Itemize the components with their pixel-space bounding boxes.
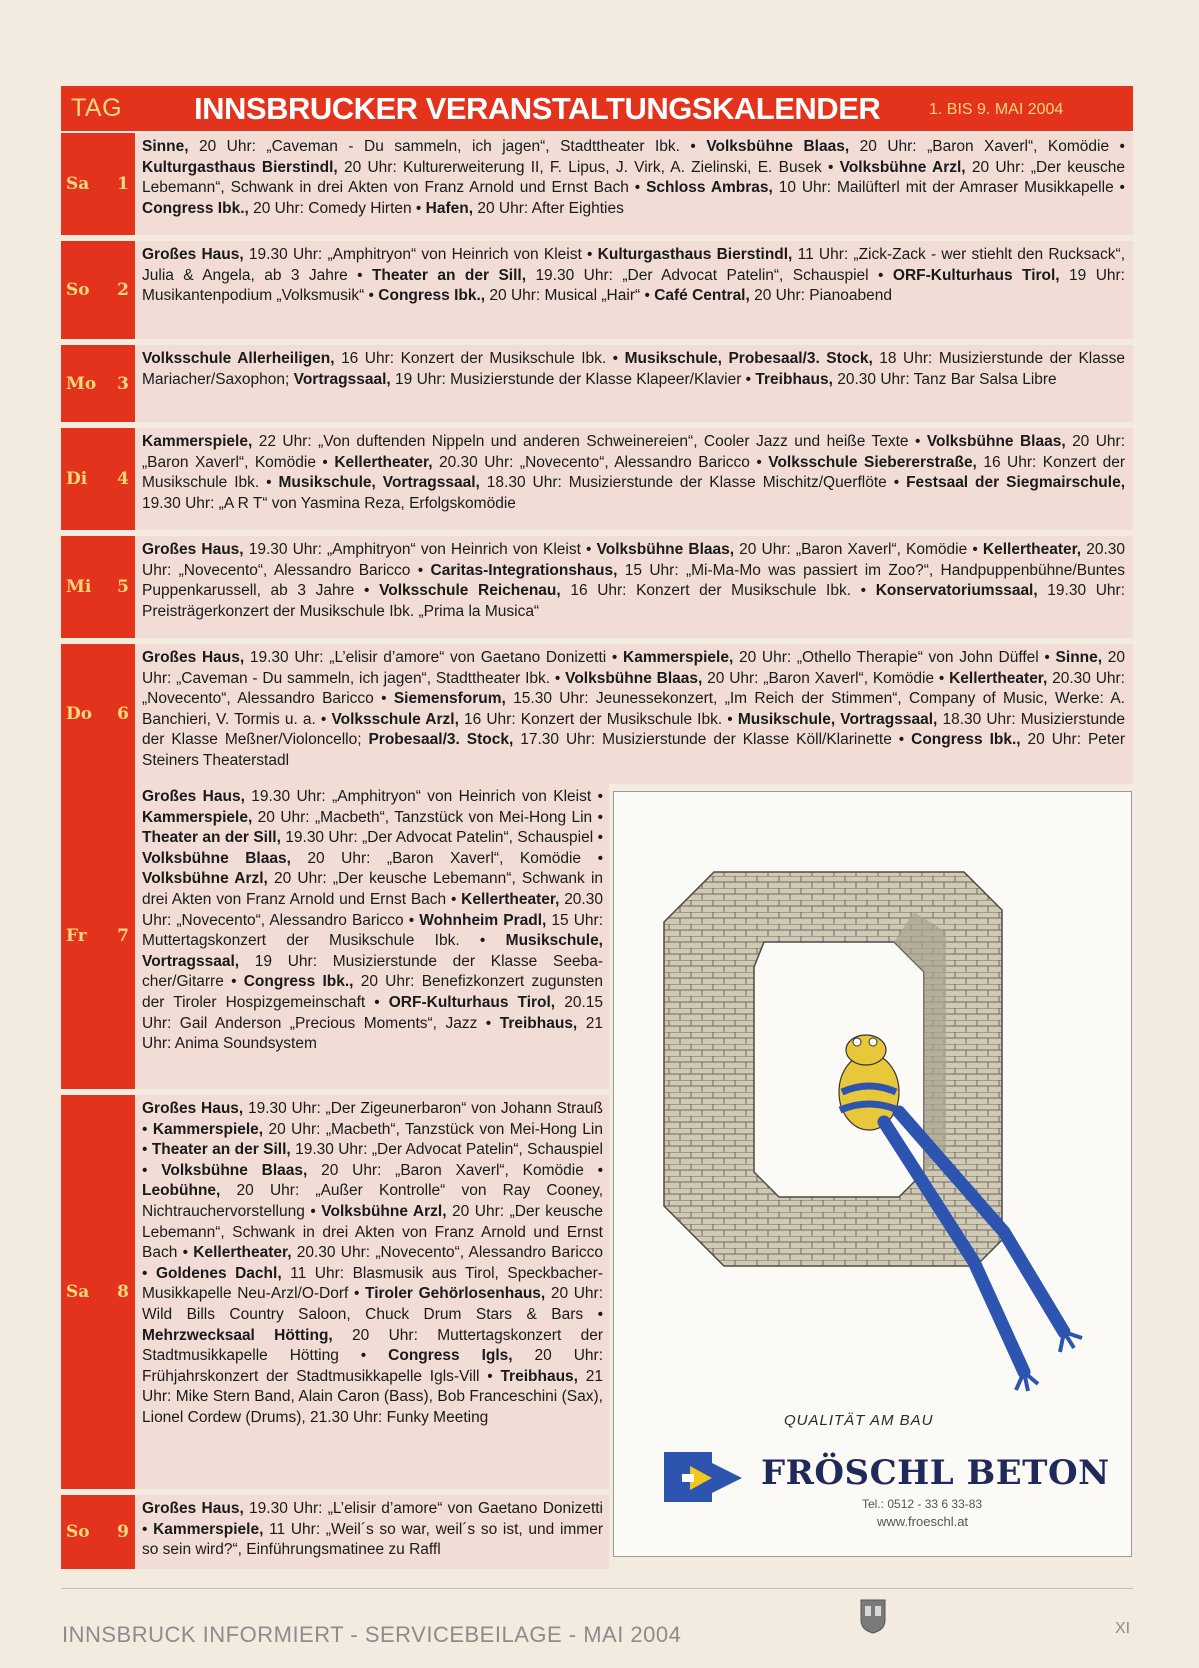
event-detail: 20 Uhr: „Macbeth“, Tanzstück von Mei-Hong Lin • bbox=[142, 1120, 603, 1159]
event-detail: 19 Uhr: Musizierstunde der Klasse Seebacher/Gitarre • bbox=[142, 952, 603, 991]
venue-name: Sinne, bbox=[1055, 649, 1103, 666]
venue-name: Großes Haus, bbox=[142, 788, 245, 805]
weekday: Fr bbox=[66, 926, 87, 946]
event-detail: 18.30 Uhr: Musizierstunde der Klasse Mischitz/Querflöte • bbox=[479, 474, 907, 492]
venue-name: Congress Igls, bbox=[388, 1347, 513, 1365]
brick-q-frog-illustration bbox=[614, 792, 1133, 1412]
event-detail: 20.30 Uhr: „Novecento“, Alessandro Baricco • bbox=[142, 890, 603, 929]
ad-slogan: QUALITÄT AM BAU bbox=[784, 1412, 934, 1429]
event-detail: 20 Uhr: After Eighties bbox=[473, 199, 624, 217]
venue-name: Volksbühne Blaas, bbox=[926, 433, 1066, 450]
venue-name: Kulturgasthaus Bierstindl, bbox=[597, 246, 793, 263]
event-detail: 20.30 Uhr: Tanz Bar Salsa Libre bbox=[832, 370, 1057, 388]
event-detail: 20 Uhr: „Der keusche Lebemann“, Schwank in drei Akten von Franz Arnold und Ernst Bach • bbox=[142, 1202, 603, 1262]
day-events bbox=[135, 1095, 609, 1489]
event-detail: 21 Uhr: Mike Stern Band, Alain Caron (Bass), Bob Franceschini (Sax), Lionel Cordew (Drums), 21.30 Uhr: Funky Meeting bbox=[142, 1367, 603, 1426]
venue-name: Großes Haus, bbox=[142, 1500, 244, 1517]
venue-name: Volksbühne Arzl, bbox=[321, 1202, 447, 1220]
venue-name: Goldenes Dachl, bbox=[155, 1264, 282, 1282]
venue-name: Café Central, bbox=[654, 287, 750, 305]
event-detail: 15.30 Uhr: Jeunessekonzert, „Im Reich der Stimmen“, Company of Music, Werke: A. Banchieri, V. Tormis u. a. • bbox=[142, 690, 1125, 728]
event-detail: 20 Uhr: „Macbeth“, Tanzstück von Mei-Hong Lin • bbox=[252, 808, 603, 826]
event-detail: 16 Uhr: Konzert der Musikschule Ibk. • bbox=[142, 453, 1125, 492]
event-detail: 10 Uhr: Mailüfterl mit der Amraser Musikkapelle • bbox=[772, 179, 1125, 197]
event-detail: 20 Uhr: „Baron Xaverl“, Komödie • bbox=[307, 1161, 604, 1179]
venue-name: Kellertheater, bbox=[982, 541, 1082, 558]
weekday: Do bbox=[66, 704, 93, 724]
event-detail: 20 Uhr: „Der keusche Lebemann“, Schwank in drei Akten von Franz Arnold und Ernst Bach • bbox=[142, 158, 1126, 197]
venue-name: Volksschule Arzl, bbox=[331, 710, 459, 728]
ad-website: www.froeschl.at bbox=[877, 1514, 969, 1529]
city-emblem-icon bbox=[860, 1598, 886, 1634]
event-detail: 16 Uhr: Konzert der Musikschule Ibk. • bbox=[560, 582, 876, 600]
event-detail: 20.30 Uhr: „Novecento“, Alessandro Baricco • bbox=[142, 541, 1126, 579]
venue-name: Kellertheater, bbox=[193, 1244, 292, 1262]
venue-name: Musikschule, Vortragssaal, bbox=[142, 932, 603, 970]
venue-name: Großes Haus, bbox=[142, 246, 244, 263]
froeschl-logo-icon bbox=[664, 1450, 744, 1506]
weekday: Di bbox=[66, 469, 88, 489]
day-row bbox=[61, 428, 1133, 530]
venue-name: Theater an der Sill, bbox=[371, 266, 527, 284]
event-detail: 19.30 Uhr: „L’elisir d’amore“ von Gaetano Donizetti • bbox=[244, 649, 623, 666]
venue-name: Festsaal der Siegmairschule, bbox=[906, 474, 1125, 492]
q-hole bbox=[754, 942, 924, 1197]
venue-name: Großes Haus, bbox=[142, 649, 245, 666]
venue-name: Tiroler Gehörlosenhaus, bbox=[365, 1285, 546, 1303]
event-detail: 15 Uhr: „Mi-Ma-Mo was passiert im Zoo?“, Handpuppenbühne/Buntes Puppenkarussell, ab 3 Jahre • bbox=[142, 561, 1125, 600]
weekday: So bbox=[66, 1522, 90, 1542]
venue-name: Leobühne, bbox=[142, 1182, 221, 1200]
venue-name: Großes Haus, bbox=[142, 1100, 244, 1117]
page-number: XI bbox=[1115, 1620, 1131, 1637]
header-dates: 1. BIS 9. MAI 2004 bbox=[929, 101, 1064, 118]
venue-name: Treibhaus, bbox=[499, 1014, 578, 1032]
event-detail: 20 Uhr: Peter Steiners Theaterstadl bbox=[142, 731, 1126, 769]
day-events bbox=[135, 644, 1133, 784]
ad-brand: FRÖSCHL BETON bbox=[761, 1453, 1110, 1493]
event-detail: 20 Uhr: „Der keusche Lebemann“, Schwank in drei Akten von Franz Arnold und Ernst Bach • bbox=[142, 870, 604, 908]
weekday: So bbox=[66, 280, 90, 300]
event-detail: 20 Uhr: Pianoabend bbox=[749, 287, 892, 305]
day-number: 3 bbox=[117, 373, 129, 394]
event-detail: 20.30 Uhr: „Novecento“, Alessandro Baricco • bbox=[432, 453, 769, 471]
venue-name: Hafen, bbox=[425, 199, 474, 217]
event-detail: 20 Uhr: Frühjahrskonzert der Stadtmusikkapelle Igls-Vill • bbox=[142, 1347, 603, 1385]
event-detail: 11 Uhr: „Weil´s so war, weil´s so ist, und immer so sein wird?“, Einführungsmatinee zu Raffl bbox=[142, 1520, 603, 1559]
event-detail: 18.30 Uhr: Musizierstunde der Klasse Meßner/Violoncello; bbox=[142, 710, 1125, 749]
calendar-header bbox=[61, 86, 1133, 131]
venue-name: Volksbühne Blaas, bbox=[142, 849, 291, 867]
calendar-full-width-rows bbox=[61, 133, 1133, 790]
day-events bbox=[135, 783, 609, 1089]
event-detail: 20 Uhr: „Baron Xaverl“, Komödie • bbox=[734, 541, 983, 558]
venue-name: Musikschule, Probesaal/3. Stock, bbox=[624, 350, 873, 367]
header-title: INNSBRUCKER VERANSTALTUNGSKALENDER bbox=[194, 91, 881, 126]
event-detail: 20 Uhr: „Othello Therapie“ von John Düffel • bbox=[733, 649, 1056, 666]
day-number: 6 bbox=[117, 704, 129, 724]
event-detail: 19.30 Uhr: Preisträgerkonzert der Musikschule Ibk. „Prima la Musica“ bbox=[142, 582, 1126, 620]
venue-name: Congress Ibk., bbox=[911, 731, 1021, 749]
event-detail: 19.30 Uhr: „Amphitryon“ von Heinrich von Kleist • bbox=[243, 246, 598, 263]
day-label bbox=[61, 644, 135, 784]
event-detail: 19 Uhr: Musizierstunde der Klasse Klapeer/Klavier • bbox=[390, 370, 756, 388]
weekday: Mo bbox=[66, 373, 97, 394]
venue-name: Kammerspiele, bbox=[142, 808, 253, 826]
event-detail: 18 Uhr: Musizierstunde der Klasse Mariacher/Saxophon; bbox=[142, 350, 1125, 388]
day-number: 7 bbox=[117, 926, 129, 946]
event-detail: 19.30 Uhr: „Amphitryon“ von Heinrich von Kleist • bbox=[243, 541, 597, 558]
venue-name: Congress Ibk., bbox=[243, 973, 354, 991]
event-detail: 20 Uhr: Kulturerweiterung II, F. Lipus, J. Virk, A. Zielinski, E. Busek • bbox=[337, 158, 840, 176]
day-label bbox=[61, 241, 135, 339]
day-label bbox=[61, 536, 135, 638]
venue-name: Volksbühne Blaas, bbox=[161, 1161, 308, 1179]
day-events bbox=[135, 1495, 609, 1569]
venue-name: Musikschule, Vortragssaal, bbox=[278, 474, 480, 492]
venue-name: Kammerspiele, bbox=[153, 1520, 264, 1538]
venue-name: Sinne, bbox=[142, 138, 189, 155]
event-detail: 20 Uhr: „Baron Xaverl“, Komödie • bbox=[702, 669, 950, 687]
event-detail: 11 Uhr: „Zick-Zack - wer stiehlt den Rucksack“, Julia & Angela, ab 3 Jahre • bbox=[142, 246, 1125, 284]
event-detail: 20 Uhr: „Außer Kontrolle“ von Ray Cooney, Nichtrauchervorstellung • bbox=[142, 1182, 603, 1220]
event-detail: 20 Uhr: Benefizkonzert zugunsten der Tiroler Hospizgemeinschaft • bbox=[142, 973, 603, 1011]
day-label bbox=[61, 345, 135, 422]
day-events bbox=[135, 133, 1133, 235]
venue-name: Probesaal/3. Stock, bbox=[368, 731, 514, 749]
venue-name: ORF-Kulturhaus Tirol, bbox=[388, 993, 556, 1011]
day-label bbox=[61, 783, 135, 1089]
venue-name: Volksbühne Blaas, bbox=[596, 541, 735, 558]
event-detail: 20 Uhr: „Caveman - Du sammeln, ich jagen“, Stadttheater Ibk. • bbox=[188, 138, 707, 155]
venue-name: Congress Ibk., bbox=[378, 287, 486, 305]
event-detail: 19.30 Uhr: „L’elisir d’amore“ von Gaetano Donizetti • bbox=[142, 1500, 603, 1538]
day-row bbox=[61, 536, 1133, 638]
event-detail: 20 Uhr: „Baron Xaverl“, Komödie • bbox=[849, 138, 1125, 155]
day-row bbox=[61, 1495, 609, 1569]
event-detail: 20 Uhr: „Baron Xaverl“, Komödie • bbox=[142, 433, 1126, 471]
venue-name: Volksschule Allerheiligen, bbox=[142, 350, 335, 367]
event-detail: 17.30 Uhr: Musizierstunde der Klasse Köll/Klarinette • bbox=[513, 731, 912, 749]
footer-title: INNSBRUCK INFORMIERT - SERVICEBEILAGE - MAI 2004 bbox=[62, 1622, 682, 1647]
venue-name: Kellertheater, bbox=[461, 890, 560, 908]
day-events bbox=[135, 428, 1133, 530]
day-row bbox=[61, 241, 1133, 339]
venue-name: Volksbühne Arzl, bbox=[839, 158, 966, 176]
day-number: 9 bbox=[117, 1522, 129, 1542]
venue-name: Volksbühne Arzl, bbox=[142, 870, 268, 888]
event-detail: 16 Uhr: Konzert der Musikschule Ibk. • bbox=[458, 710, 738, 728]
event-detail: 19 Uhr: Musikantenpodium „Volksmusik“ • bbox=[142, 266, 1125, 305]
day-events bbox=[135, 536, 1133, 638]
header-tag-label: TAG bbox=[71, 94, 123, 122]
weekday: Sa bbox=[66, 1282, 90, 1302]
day-row bbox=[61, 1095, 609, 1489]
day-row bbox=[61, 345, 1133, 422]
day-label bbox=[61, 1495, 135, 1569]
event-detail: 11 Uhr: Blasmusik aus Tirol, Speckbacher-Musikkapelle Neu-Arzl/O-Dorf • bbox=[142, 1264, 603, 1303]
event-detail: 16 Uhr: Konzert der Musikschule Ibk. • bbox=[334, 350, 625, 367]
venue-name: Kammerspiele, bbox=[152, 1120, 264, 1138]
weekday: Sa bbox=[66, 174, 90, 194]
calendar-narrow-rows bbox=[61, 783, 609, 1575]
venue-name: Siemensforum, bbox=[393, 690, 506, 708]
event-detail: 19.30 Uhr: „Der Zigeunerbaron“ von Johann Strauß • bbox=[142, 1100, 603, 1138]
event-detail: 20 Uhr: Musical „Hair“ • bbox=[485, 287, 655, 305]
venue-name: Kammerspiele, bbox=[623, 649, 734, 666]
venue-name: Kammerspiele, bbox=[142, 433, 253, 450]
venue-name: Theater an der Sill, bbox=[142, 829, 281, 847]
venue-name: Caritas-Integrationshaus, bbox=[430, 561, 618, 579]
event-detail: 20 Uhr: Muttertagskonzert der Stadtmusikkapelle Hötting • bbox=[142, 1326, 603, 1365]
venue-name: Vortragssaal, bbox=[293, 370, 391, 388]
footer-divider bbox=[61, 1588, 1133, 1589]
event-detail: 20.30 Uhr: „Novecento“, Alessandro Baricco • bbox=[142, 1244, 603, 1282]
event-detail: 19.30 Uhr: „Der Advocat Patelin“, Schauspiel • bbox=[142, 1141, 604, 1179]
venue-name: Mehrzwecksaal Hötting, bbox=[142, 1326, 333, 1344]
event-detail: 15 Uhr: Muttertagskonzert der Musikschule Ibk. • bbox=[142, 911, 603, 950]
day-row bbox=[61, 644, 1133, 784]
venue-name: Congress Ibk., bbox=[142, 199, 249, 217]
event-detail: 19.30 Uhr: „Amphitryon“ von Heinrich von Kleist • bbox=[244, 788, 603, 805]
event-detail: 19.30 Uhr: „Der Advocat Patelin“, Schauspiel • bbox=[280, 829, 603, 847]
venue-name: Volksbühne Blaas, bbox=[706, 138, 850, 155]
day-number: 5 bbox=[117, 577, 129, 597]
advertisement bbox=[613, 791, 1132, 1557]
event-detail: 22 Uhr: „Von duftenden Nippeln und anderen Schweinereien“, Cooler Jazz und heiße Texte • bbox=[252, 433, 927, 450]
event-detail: 20 Uhr: Wild Bills Country Saloon, Chuck Drum Stars & Bars • bbox=[142, 1285, 604, 1323]
day-number: 1 bbox=[117, 174, 129, 194]
day-row bbox=[61, 783, 609, 1089]
day-number: 2 bbox=[117, 280, 129, 300]
venue-name: Schloss Ambras, bbox=[646, 179, 773, 197]
venue-name: Volksschule Reichenau, bbox=[379, 582, 561, 600]
day-events bbox=[135, 241, 1133, 339]
weekday: Mi bbox=[66, 577, 92, 597]
event-detail: 20 Uhr: „Caveman - Du sammeln, ich jagen“, Stadttheater Ibk. • bbox=[142, 649, 1125, 687]
venue-name: Kellertheater, bbox=[334, 453, 433, 471]
day-row bbox=[61, 133, 1133, 235]
venue-name: Volksschule Siebererstraße, bbox=[768, 453, 977, 471]
ad-phone: Tel.: 0512 - 33 6 33-83 bbox=[862, 1497, 983, 1511]
venue-name: Kulturgasthaus Bierstindl, bbox=[142, 158, 338, 176]
event-detail: 20.30 Uhr: „Novecento“, Alessandro Baricco • bbox=[142, 669, 1125, 708]
event-detail: 20 Uhr: „Baron Xaverl“, Komödie • bbox=[290, 849, 603, 867]
day-number: 4 bbox=[117, 469, 129, 489]
event-detail: 20 Uhr: Comedy Hirten • bbox=[248, 199, 426, 217]
day-number: 8 bbox=[117, 1282, 129, 1302]
day-label bbox=[61, 428, 135, 530]
day-label bbox=[61, 133, 135, 235]
event-detail: 19.30 Uhr: „Der Advocat Patelin“, Schauspiel • bbox=[526, 266, 893, 284]
venue-name: Großes Haus, bbox=[142, 541, 244, 558]
venue-name: Konservatoriumssaal, bbox=[875, 582, 1038, 600]
venue-name: Treibhaus, bbox=[500, 1367, 578, 1385]
event-detail: 20.15 Uhr: Gail Anderson „Precious Moments“, Jazz • bbox=[142, 993, 603, 1032]
event-detail: 19.30 Uhr: „A R T“ von Yasmina Reza, Erfolgskomödie bbox=[142, 494, 516, 512]
venue-name: Musikschule, Vortragssaal, bbox=[737, 710, 938, 728]
venue-name: Kellertheater, bbox=[949, 669, 1048, 687]
event-detail: 21 Uhr: Anima Soundsystem bbox=[142, 1014, 603, 1053]
venue-name: Theater an der Sill, bbox=[151, 1141, 291, 1159]
venue-name: Treibhaus, bbox=[755, 370, 833, 388]
venue-name: Volksbühne Blaas, bbox=[565, 669, 703, 687]
day-events bbox=[135, 345, 1133, 422]
venue-name: ORF-Kulturhaus Tirol, bbox=[892, 266, 1060, 284]
day-label bbox=[61, 1095, 135, 1489]
venue-name: Wohnheim Pradl, bbox=[419, 911, 547, 929]
